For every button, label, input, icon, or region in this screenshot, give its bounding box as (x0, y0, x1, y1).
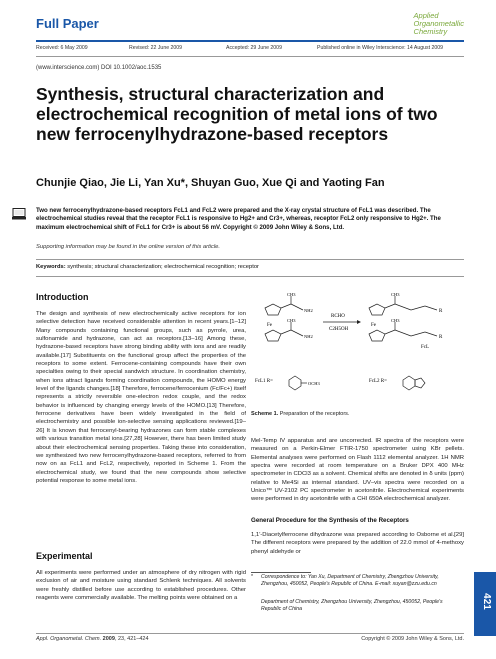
section-label: Full Paper (36, 16, 99, 31)
product-label: FcL (421, 345, 430, 350)
scheme-caption (251, 411, 349, 417)
journal-logo-line-1: Applied (413, 11, 439, 20)
product-ferrocene (369, 296, 437, 341)
correspondence-footnote (251, 574, 464, 626)
received-date: Received: 6 May 2009 (36, 45, 88, 51)
computer-icon (12, 208, 26, 220)
journal-logo-line-2: Organometallic (413, 19, 464, 28)
ch3-label-1: CH3 (287, 292, 296, 297)
dates-rule (36, 56, 464, 57)
keywords-label: Keywords: (36, 264, 66, 270)
revised-date: Revised: 22 June 2009 (129, 45, 183, 51)
fcl1-label: FcL1 R= (255, 379, 273, 384)
abstract-rule-top (36, 259, 464, 260)
footer-year: 2009 (102, 636, 115, 642)
fcl2-label: FcL2 R= (369, 379, 387, 384)
published-date: Published online in Wiley Interscience: 14 August 2009 (317, 45, 444, 51)
reagent-label: RCHO (331, 314, 345, 319)
methoxyphenyl-group (289, 376, 307, 390)
nh2-label-1: NH2 (304, 308, 313, 313)
footer-citation (36, 636, 149, 642)
ch3-label-3: CH3 (391, 292, 400, 297)
page-number: 421 (480, 593, 492, 610)
scheme-caption-text: Preparation of the receptors. (279, 411, 350, 417)
journal-logo (414, 12, 464, 36)
introduction-text: The design and synthesis of new electrochemically active receptors for ion selective detection have received considerable attention in recent years.[1–12] Many compounds containing functional groups, such as pyrrole, urea, sulfonamide and hydrazone, can act as receptors.[13–16] Among these, hydrazone-based receptors have strong binding ability with ions and are readily available.[17] Substituents on the functional group affect the properties of the receptors to some extent. Ferrocene-containing compounds have their own specialties owing to their special sandwich structure. In coordination chemistry, when ions attract ligands forming coordination compounds, the HOMO energy level of the ligands changes.[18] Therefore, ferrocene/ferrocenium (Fc/Fc+) itself represents a strictly reversible one-electron redox couple, and the redox behavior is influenced by changing energy levels of the HOMO.[13] Therefore, ferrocene derivatives have been widely investigated in the field of electrochemistry and possible ion-selective sensing applications reviewed.[19–26] It is known that ferrocenyl-bearing hydrazones can form stable complexes with various transition metal ions.[27,28] However, there has been limited study about their electrochemical sensing properties. Taking these into consideration, we synthesized two new ferrocenylhydrazone-based receptors, referred to from now on as FcL1 and FcL2, respectively, reported in Scheme 1. From the electrochemical study, we found that the new compounds show selective potential response to some metal ions. (36, 311, 246, 484)
journal-logo-line-3: Chemistry (413, 27, 448, 36)
ch3-label-4: CH3 (391, 318, 400, 323)
footnote-marker: * (251, 574, 254, 580)
experimental-heading: Experimental (36, 551, 93, 561)
publication-dates (36, 45, 464, 55)
page-number-tab (474, 572, 496, 636)
fe-label-left: Fe (267, 323, 272, 328)
keywords-line (36, 264, 259, 270)
correspondence-line-1: Correspondence to: Yan Xu, Department of Chemistry, Zhengzhou University, Zhengzhou, 450052, People's Republic of China. E-mail: xuyan@zzu.edu.cn (261, 574, 439, 587)
fe-label-right: Fe (371, 323, 376, 328)
reactant-ferrocene (265, 296, 303, 341)
correspondence-line-2: Department of Chemistry, Zhengzhou University, Zhengzhou, 450052, People's Republic of China (261, 599, 443, 612)
supporting-info-note: Supporting information may be found in the online version of this article. (36, 244, 220, 250)
header-rule (36, 40, 464, 42)
och3-label: OCH3 (308, 381, 320, 386)
doi-line: (www.interscience.com) DOI 10.1002/aoc.1535 (36, 65, 162, 71)
experimental-text: All experiments were performed under an atmosphere of dry nitrogen with rigid exclusion of air and moisture using standard Schlenk techniques. All solvents were freshly distilled before use according to established procedures. Other reagents were commercially available. The melting points were obtained on a (36, 570, 246, 602)
article-title: Synthesis, structural characterization and electrochemical recognition of metal ions of two new ferrocenylhydrazone-based receptors (36, 84, 438, 144)
footnote-rule (251, 572, 311, 573)
footer-pages: , 23, 421–424 (114, 636, 149, 642)
abstract-rule-bottom (36, 276, 464, 277)
general-procedure-heading: General Procedure for the Synthesis of the Receptors (251, 517, 409, 524)
abstract: Two new ferrocenylhydrazone-based receptors FcL1 and FcL2 were prepared and the X-ray crystal structure of FcL1 was described. The electrochemical studies reveal that the receptor FcL1 is responsive to Hg2+ and Cr3+, whereas, receptor FcL2 only responsive to Hg2+. The maximum electrochemical shift of FcL1 for Cr3+ is about 56 mV. Copyright © 2009 John Wiley & Sons, Ltd. (36, 207, 441, 231)
scheme-1-figure (251, 292, 464, 412)
introduction-heading: Introduction (36, 292, 89, 302)
author-list: Chunjie Qiao, Jie Li, Yan Xu*, Shuyan Guo, Xue Qi and Yaoting Fan (36, 177, 385, 189)
arrow-head (357, 320, 361, 324)
r-label-1: R (439, 309, 443, 314)
page-header (36, 12, 464, 40)
footer-rule (36, 633, 464, 634)
r-label-2: R (439, 335, 443, 340)
methods-text: Mel-Temp IV apparatus and are uncorrected. IR spectra of the receptors were measured on a Perkin-Elmer FTIR-1750 spectrometer using KBr pellets. Elemental analyses were performed on Flash 1112 elemental analyzer. 1H NMR spectra were recorded at room temperature on a Bruker DPX 400 MHz spectrometer in CDCl3 as a solvent. Chemical shifts are denoted in δ units (ppm) relative to Me4Si as internal standard. UV–vis spectra were recorded on a Unico™ UV-2102 PC spectrometer in acetonitrile. Electrochemical experiments were performed in dry acetonitrile with a CHI 650A electrochemical analyzer. (251, 438, 464, 503)
nh2-label-2: NH2 (304, 334, 313, 339)
footer-copyright: Copyright © 2009 John Wiley & Sons, Ltd. (361, 636, 464, 642)
solvent-label: C2H5OH (329, 327, 349, 332)
accepted-date: Accepted: 29 June 2009 (226, 45, 282, 51)
benzodioxole-group (403, 376, 425, 390)
keywords-text: synthesis; structural characterization; electrochemical recognition; receptor (67, 264, 259, 270)
general-procedure-text: 1,1′-Diacetylferrocene dihydrazone was prepared according to Osborne et al.[29] The different receptors were prepared by the addition of 22.0 mmol of 4-methoxy phenyl aldehyde or (251, 532, 464, 555)
scheme-caption-label: Scheme 1. (251, 411, 279, 417)
footer-journal: Appl. Organometal. Chem. (36, 636, 102, 642)
ch3-label-2: CH3 (287, 318, 296, 323)
